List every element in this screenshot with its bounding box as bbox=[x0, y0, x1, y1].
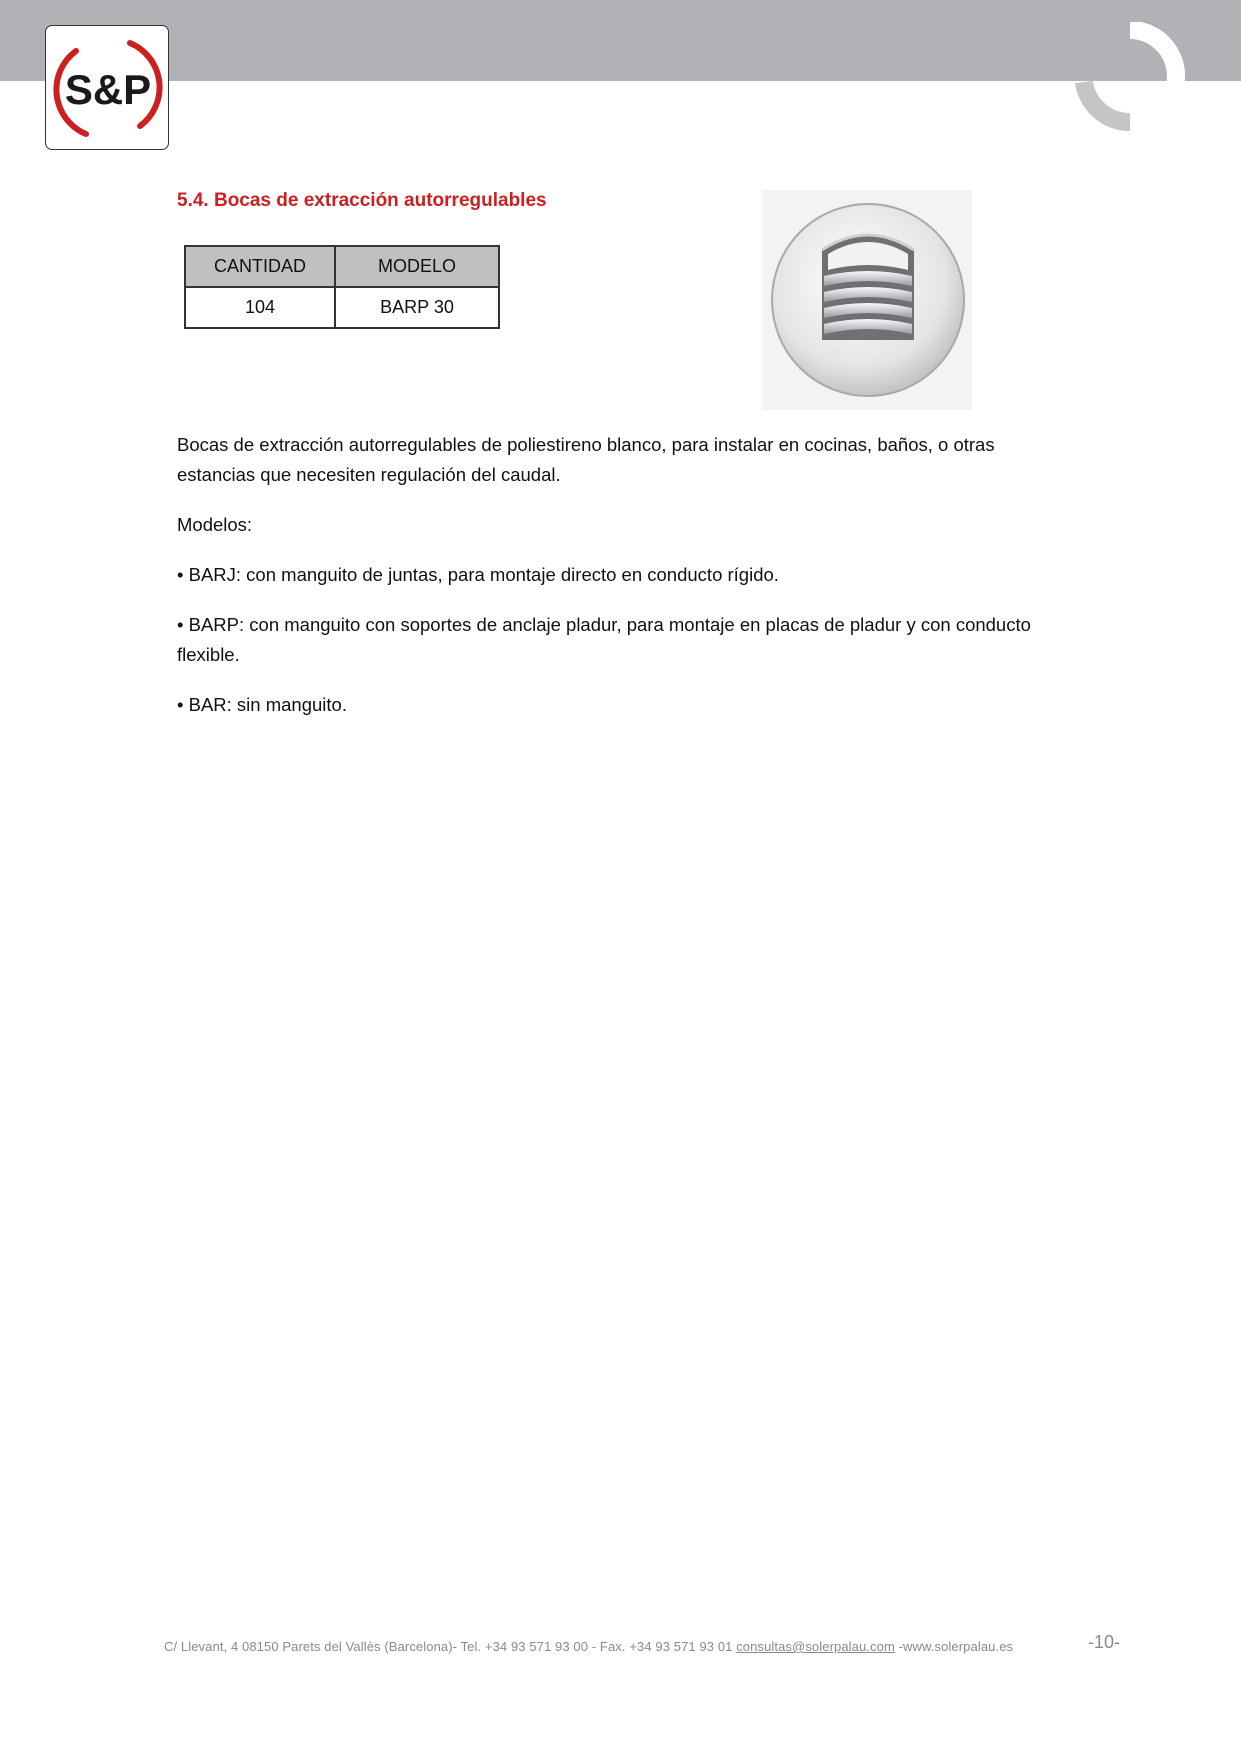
model-item-barp: • BARP: con manguito con soportes de anclaje pladur, para montaje en placas de pladur y con conducto flexible. bbox=[177, 614, 1031, 665]
cell-modelo: BARP 30 bbox=[335, 287, 499, 328]
model-item-barj: • BARJ: con manguito de juntas, para montaje directo en conducto rígido. bbox=[177, 564, 779, 585]
header-modelo: MODELO bbox=[335, 246, 499, 287]
table-row bbox=[185, 287, 499, 328]
sp-logo-icon bbox=[46, 26, 170, 151]
cell-cantidad: 104 bbox=[185, 287, 335, 328]
quantity-model-table bbox=[184, 245, 500, 329]
header-band bbox=[0, 0, 1241, 81]
footer-email-link[interactable]: consultas@solerpalau.com bbox=[736, 1639, 895, 1654]
product-description: Bocas de extracción autorregulables de poliestireno blanco, para instalar en cocinas, baños, o otras estancias que necesiten regulación del caudal. bbox=[177, 434, 995, 485]
page-number: -10- bbox=[1088, 1632, 1121, 1652]
section-title: 5.4. Bocas de extracción autorregulables bbox=[177, 190, 547, 211]
model-item-bar: • BAR: sin manguito. bbox=[177, 694, 347, 715]
footer-address bbox=[164, 1639, 1013, 1654]
logo-text: S&P bbox=[64, 66, 152, 113]
corner-arc-icon bbox=[1070, 22, 1190, 134]
table-header-row bbox=[185, 246, 499, 287]
footer-address-text: C/ Llevant, 4 08150 Parets del Vallès (Barcelona)- Tel. +34 93 571 93 00 - Fax. +34 93 571 93 01 bbox=[164, 1639, 737, 1654]
models-heading: Modelos: bbox=[177, 514, 253, 535]
header-cantidad: CANTIDAD bbox=[185, 246, 335, 287]
footer-website: -www.solerpalau.es bbox=[894, 1639, 1014, 1654]
company-logo bbox=[45, 25, 169, 150]
round-vent-grille-image bbox=[762, 190, 972, 410]
